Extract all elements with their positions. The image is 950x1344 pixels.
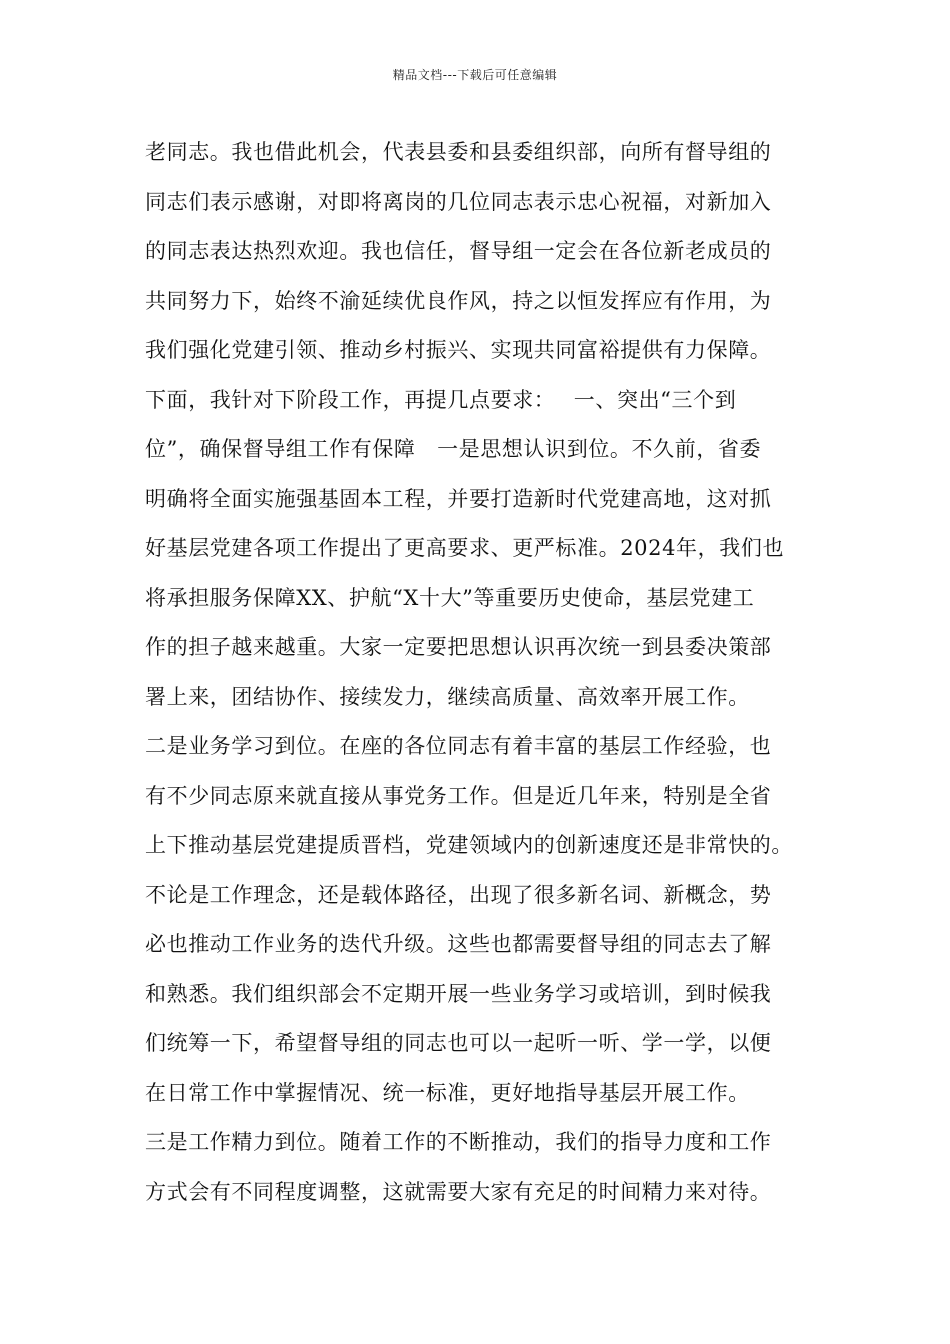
text-line: 好基层党建各项工作提出了更高要求、更严标准。2024年，我们也 [145, 536, 785, 560]
text-line: 共同努力下，始终不渝延续优良作风，持之以恒发挥应有作用，为 [145, 288, 772, 313]
text-line: 署上来，团结协作、接续发力，继续高质量、高效率开展工作。 [145, 684, 750, 709]
text-line: 必也推动工作业务的迭代升级。这些也都需要督导组的同志去了解 [145, 932, 772, 956]
text-line: 上下推动基层党建提质晋档，党建领域内的创新速度还是非常快的。 [145, 833, 793, 857]
text-line: 明确将全面实施强基固本工程，并要打造新时代党建高地，这对抓 [145, 486, 772, 511]
text-line: 方式会有不同程度调整，这就需要大家有充足的时间精力来对待。 [145, 1179, 772, 1204]
text-line: 在日常工作中掌握情况、统一标准，更好地指导基层开展工作。 [145, 1080, 750, 1105]
text-line: 的同志表达热烈欢迎。我也信任，督导组一定会在各位新老成员的 [145, 239, 772, 263]
text-line: 作的担子越来越重。大家一定要把思想认识再次统一到县委决策部 [145, 635, 772, 659]
text-line: 们统筹一下，希望督导组的同志也可以一起听一听、学一学，以便 [145, 1031, 772, 1055]
text-line: 老同志。我也借此机会，代表县委和县委组织部，向所有督导组的 [145, 140, 772, 164]
body-text [145, 128, 825, 1217]
text-line: 下面，我针对下阶段工作，再提几点要求： 一、突出“三个到 [145, 387, 737, 412]
text-line: 二是业务学习到位。在座的各位同志有着丰富的基层工作经验，也 [145, 734, 772, 758]
page-header: 精品文档---下载后可任意编辑 [392, 68, 558, 82]
text-line: 有不少同志原来就直接从事党务工作。但是近几年来，特别是全省 [145, 783, 772, 808]
text-line: 位”，确保督导组工作有保障 一是思想认识到位。不久前，省委 [145, 437, 762, 461]
text-line: 和熟悉。我们组织部会不定期开展一些业务学习或培训，到时候我 [145, 981, 772, 1006]
text-line: 三是工作精力到位。随着工作的不断推动，我们的指导力度和工作 [145, 1130, 772, 1154]
text-line: 不论是工作理念，还是载体路径，出现了很多新名词、新概念，势 [145, 882, 772, 907]
text-line: 同志们表示感谢，对即将离岗的几位同志表示忠心祝福，对新加入 [145, 189, 772, 214]
text-line: 将承担服务保障XX、护航“X十大”等重要历史使命，基层党建工 [145, 585, 755, 610]
text-line: 我们强化党建引领、推动乡村振兴、实现共同富裕提供有力保障。 [145, 338, 772, 362]
